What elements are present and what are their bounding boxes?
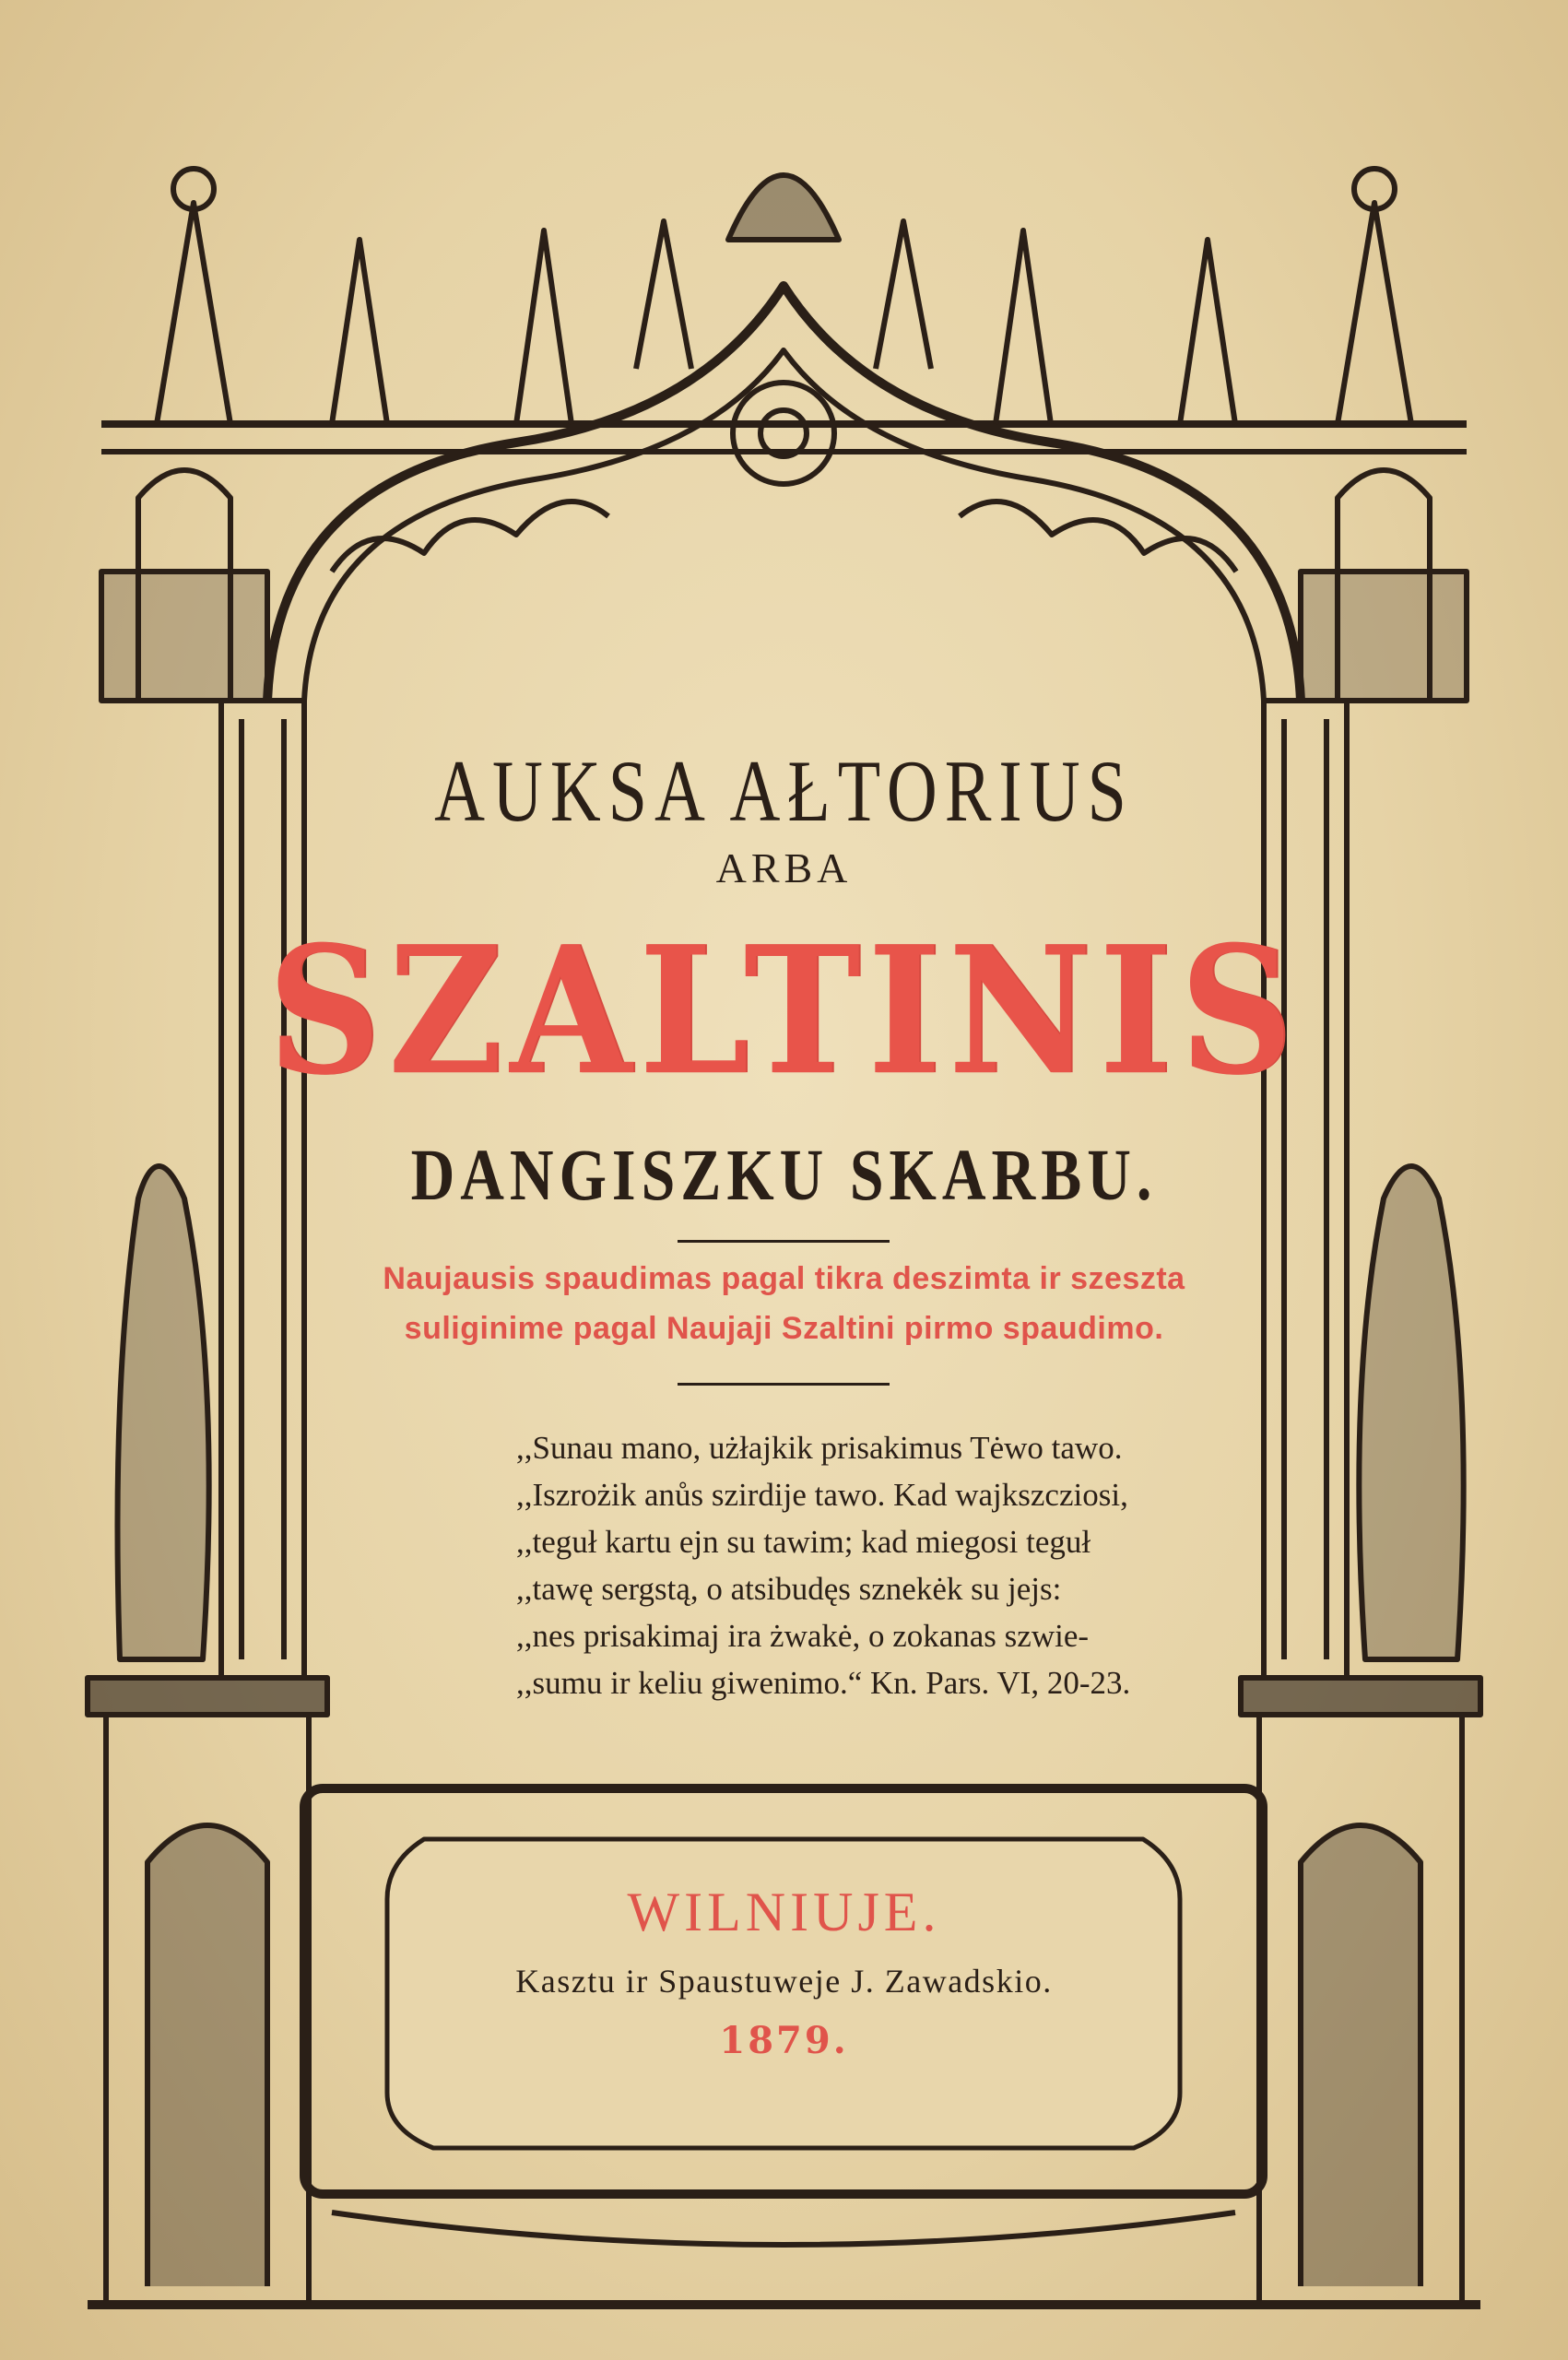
quote-line: ,,Iszrożik anůs szirdije tawo. Kad wajkszcziosi, — [516, 1477, 1128, 1513]
scripture-quote — [516, 1424, 1244, 1706]
edition-note-line-1: Naujausis spaudimas pagal tikra deszimta ir szeszta — [383, 1261, 1185, 1296]
quote-line: ,,sumu ir keliu giwenimo.“ Kn. Pars. VI, 20-23. — [516, 1665, 1131, 1701]
title-line-1: AUKSA AŁTORIUS — [434, 743, 1134, 841]
divider-rule-top — [678, 1240, 890, 1243]
quote-line: ,,teguł kartu ejn su tawim; kad miegosi teguł — [516, 1524, 1091, 1560]
quote-line: ,,Sunau mano, użłajkik prisakimus Tėwo tawo. — [516, 1430, 1123, 1466]
imprint-city: WILNIUJE. — [627, 1882, 941, 1942]
quote-line: ,,nes prisakimaj ira żwakė, o zokanas szwie- — [516, 1618, 1090, 1654]
title-connector: ARBA — [715, 844, 853, 891]
top-arch — [101, 286, 1467, 701]
imprint-printer: Kasztu ir Spaustuweje J. Zawadskio. — [515, 1963, 1053, 2000]
title-line-3: DANGISZKU SKARBU. — [410, 1135, 1158, 1216]
divider-rule-bottom — [678, 1383, 890, 1386]
pinnacles — [157, 169, 1411, 424]
title-main: SZALTINIS — [267, 908, 1301, 1115]
imprint-year: 1879. — [719, 2019, 849, 2062]
edition-note-line-2: suliginime pagal Naujaji Szaltini pirmo spaudimo. — [404, 1311, 1164, 1346]
quote-line: ,,tawę sergstą, o atsibudęs sznekėk su jejs: — [516, 1571, 1062, 1607]
